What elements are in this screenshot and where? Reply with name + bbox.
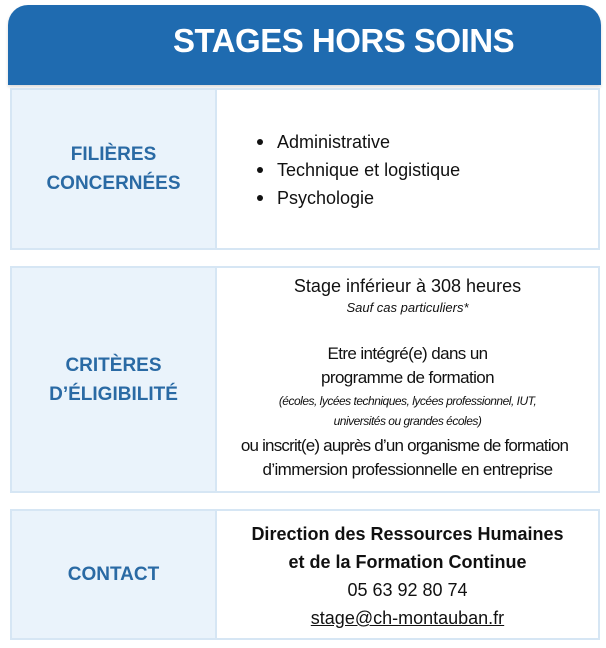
- contact-content: [217, 511, 598, 638]
- criteres-content: [217, 268, 598, 491]
- filieres-label: [12, 90, 217, 248]
- list-item: [257, 128, 460, 156]
- criteres-label-line2: D’ÉLIGIBILITÉ: [49, 383, 178, 405]
- duration-criterion: Stage inférieur à 308 heures: [293, 276, 522, 296]
- schools-note-line2: universités ou grandes écoles): [333, 414, 482, 428]
- training-criterion-line1: Etre intégré(e) dans un: [327, 344, 488, 363]
- list-item: [257, 184, 460, 212]
- filiere-label: Technique et logistique: [277, 160, 461, 180]
- criteres-label-line1: CRITÈRES: [65, 354, 162, 376]
- filieres-content: [217, 90, 598, 248]
- bullet-icon: [257, 139, 263, 145]
- contact-department-line1: Direction des Ressources Humaines: [251, 524, 564, 544]
- contact-section: [10, 509, 600, 640]
- filiere-label: Administrative: [277, 132, 391, 152]
- training-criterion-line2: programme de formation: [321, 368, 494, 387]
- organism-criterion-line2: d’immersion professionnelle en entreprise: [262, 460, 553, 479]
- filieres-label-line2: CONCERNÉES: [46, 173, 181, 194]
- bullet-icon: [257, 195, 263, 201]
- filiere-label: Psychologie: [277, 188, 375, 208]
- contact-label: CONTACT: [12, 511, 217, 638]
- filieres-section: [10, 88, 600, 250]
- contact-phone: 05 63 92 80 74: [347, 580, 468, 600]
- organism-criterion-line1: ou inscrit(e) auprès d’un organisme de formation: [240, 436, 569, 455]
- contact-email-link[interactable]: stage@ch-montauban.fr: [310, 608, 505, 628]
- exception-note: Sauf cas particuliers*: [346, 300, 469, 315]
- contact-department-line2: et de la Formation Continue: [288, 552, 527, 572]
- page-title: STAGES HORS SOINS: [173, 22, 515, 59]
- filieres-list: [257, 128, 460, 212]
- list-item: [257, 156, 460, 184]
- criteres-label: [12, 268, 217, 491]
- filieres-label-line1: FILIÈRES: [70, 144, 157, 165]
- schools-note-line1: (écoles, lycées techniques, lycées professionnel, IUT,: [278, 394, 537, 408]
- criteres-section: [10, 266, 600, 493]
- bullet-icon: [257, 167, 263, 173]
